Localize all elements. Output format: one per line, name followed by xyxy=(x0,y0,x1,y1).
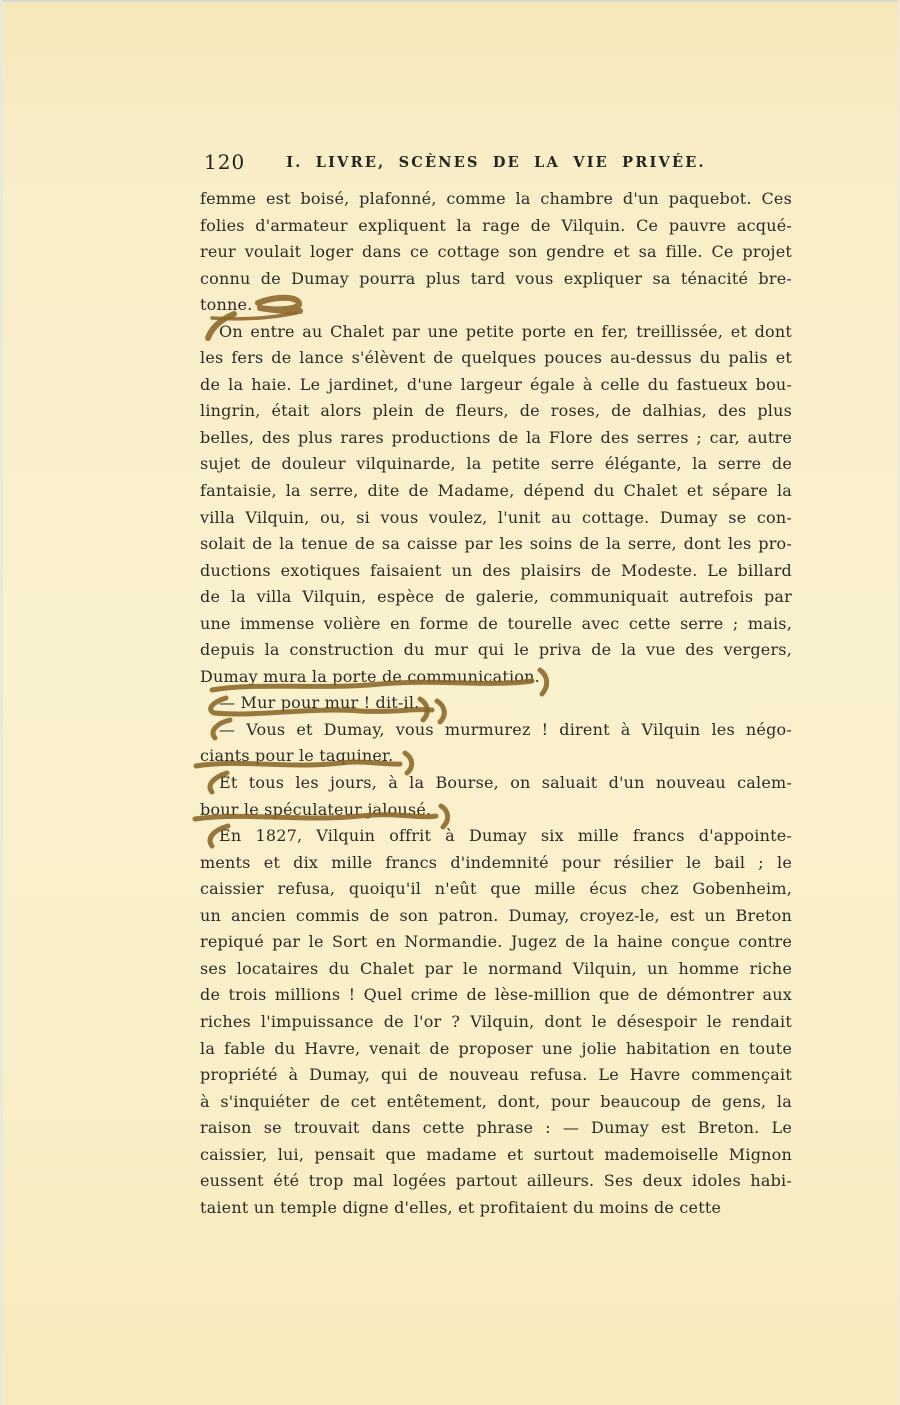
scan-edge-top xyxy=(0,0,900,2)
text-line: la fable du Havre, venait de proposer une jolie habitation en toute xyxy=(200,1038,792,1058)
text-line: à s'inquiéter de cet entêtement, dont, pour beaucoup de gens, la xyxy=(200,1091,792,1111)
text-line: belles, des plus rares productions de la Flore des serres ; car, autre xyxy=(200,427,792,447)
text-line: de trois millions ! Quel crime de lèse-million que de démontrer aux xyxy=(200,985,792,1005)
text-line: tonne. xyxy=(200,295,253,315)
text-line: ductions exotiques faisaient un des plaisirs de Modeste. Le billard xyxy=(200,560,792,580)
text-line: fantaisie, la serre, dite de Madame, dépend du Chalet et sépare la xyxy=(200,481,792,501)
page-number: 120 xyxy=(204,150,246,174)
text-line: lingrin, était alors plein de fleurs, de roses, de dalhias, des plus xyxy=(200,401,792,421)
text-line: de la haie. Le jardinet, d'une largeur égale à celle du fastueux bou- xyxy=(200,374,792,394)
text-line: reur voulait loger dans ce cottage son gendre et sa fille. Ce projet xyxy=(200,242,792,262)
text-line: riches l'impuissance de l'or ? Vilquin, dont le désespoir le rendait xyxy=(200,1011,792,1031)
text-line-underlined: ciants pour le taquiner. xyxy=(200,746,394,766)
text-line: villa Vilquin, ou, si vous voulez, l'unit au cottage. Dumay se con- xyxy=(200,507,792,527)
text-line-underlined: bour le spéculateur jalousé. xyxy=(200,799,432,819)
text-line: caissier, lui, pensait que madame et surtout mademoiselle Mignon xyxy=(200,1144,792,1164)
text-line: les fers de lance s'élèvent de quelques pouces au-dessus du palis et xyxy=(200,348,792,368)
text-line: ments et dix mille francs d'indemnité pour résilier le bail ; le xyxy=(200,852,792,872)
text-line: sujet de douleur vilquinarde, la petite serre élégante, la serre de xyxy=(200,454,792,474)
text-line-underlined: Dumay mura la porte de communication. xyxy=(200,666,540,686)
text-line: Et tous les jours, à la Bourse, on saluait d'un nouveau calem- xyxy=(219,773,792,793)
text-line: solait de la tenue de sa caisse par les soins de la serre, dont les pro- xyxy=(200,534,792,554)
running-title: I. LIVRE, SCÈNES DE LA VIE PRIVÉE. xyxy=(286,154,706,171)
text-line: un ancien commis de son patron. Dumay, croyez-le, est un Breton xyxy=(200,905,792,925)
text-line: connu de Dumay pourra plus tard vous expliquer sa ténacité bre- xyxy=(200,268,792,288)
text-line: caissier refusa, quoiqu'il n'eût que mille écus chez Gobenheim, xyxy=(200,879,792,899)
scan-edge-left xyxy=(0,0,3,1405)
text-line: raison se trouvait dans cette phrase : — Dumay est Breton. Le xyxy=(200,1118,792,1138)
page-header xyxy=(200,150,792,176)
text-line: femme est boisé, plafonné, comme la chambre d'un paquebot. Ces xyxy=(200,189,792,208)
text-line: On entre au Chalet par une petite porte en fer, treillissée, et dont xyxy=(219,321,792,341)
text-line-underlined: — Mur pour mur ! dit-il. xyxy=(219,693,420,713)
text-line: propriété à Dumay, qui de nouveau refusa. Le Havre commençait xyxy=(200,1065,792,1085)
text-line: ses locataires du Chalet par le normand Vilquin, un homme riche xyxy=(200,958,792,978)
text-line: repiqué par le Sort en Normandie. Jugez de la haine conçue contre xyxy=(200,932,792,952)
text-line: En 1827, Vilquin offrit à Dumay six mille francs d'appointe- xyxy=(219,826,792,846)
text-line: folies d'armateur expliquent la rage de Vilquin. Ce pauvre acqué- xyxy=(200,215,792,235)
text-line: — Vous et Dumay, vous murmurez ! dirent à Vilquin les négo- xyxy=(219,719,792,739)
text-line: taient un temple digne d'elles, et profitaient du moins de cette xyxy=(200,1197,722,1217)
body-text xyxy=(200,186,792,1221)
text-line: depuis la construction du mur qui le priva de la vue des vergers, xyxy=(200,640,792,660)
text-line: une immense volière en forme de tourelle avec cette serre ; mais, xyxy=(200,613,792,633)
text-line: eussent été trop mal logées partout ailleurs. Ses deux idoles habi- xyxy=(200,1171,792,1191)
text-line: de la villa Vilquin, espèce de galerie, communiquait autrefois par xyxy=(200,587,792,607)
